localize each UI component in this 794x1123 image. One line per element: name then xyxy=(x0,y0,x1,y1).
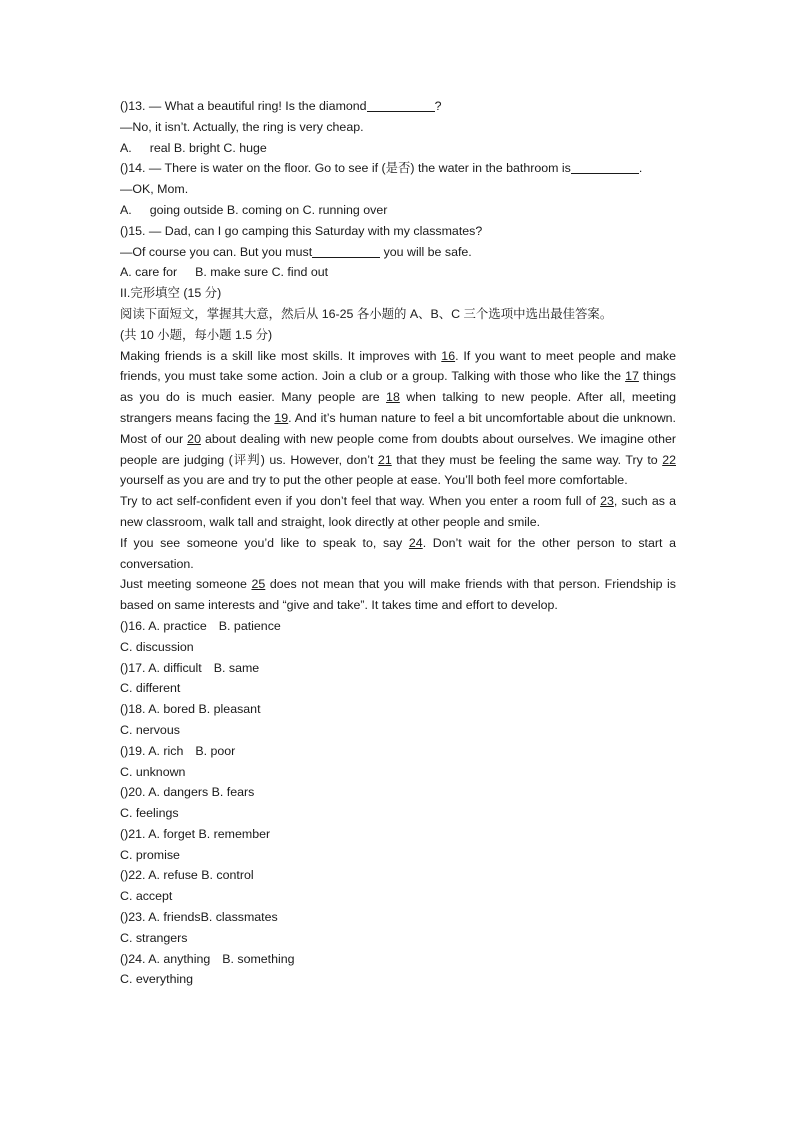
question-14-options: A. going outside B. coming on C. running over xyxy=(120,202,388,217)
question-16-line1: ()16. A. practice B. patience xyxy=(120,618,281,633)
question-14-stem: ()14. — There is water on the floor. Go to see if (是否) the water in the bathroom is . xyxy=(120,161,643,176)
question-20-line1: ()20. A. dangers B. fears xyxy=(120,785,255,800)
question-20-line2: C. feelings xyxy=(120,806,179,821)
question-21-line2: C. promise xyxy=(120,847,180,862)
blank-number: 17 xyxy=(625,369,639,384)
blank-number: 23 xyxy=(600,494,614,509)
section-instruction: 阅读下面短文，掌握其大意，然后从 16-25 各小题的 A、B、C 三个选项中选出最佳答案。 xyxy=(120,306,613,321)
section-instruction-note: (共 10 小题，每小题 1.5 分) xyxy=(120,327,273,342)
blank-number: 24 xyxy=(408,535,423,550)
question-15-stem: ()15. — Dad, can I go camping this Saturday with my classmates? xyxy=(120,223,483,238)
question-19-line2: C. unknown xyxy=(120,764,186,779)
blank-number: 25 xyxy=(251,577,266,592)
question-24-line2: C. everything xyxy=(120,972,194,987)
blank-number: 19 xyxy=(274,410,289,425)
passage-paragraph-3: If you see someone you’d like to speak to, say 24. Don’t wait for the other person to start a conversation. xyxy=(120,535,676,571)
question-18-line1: ()18. A. bored B. pleasant xyxy=(120,702,261,717)
question-17-line1: ()17. A. difficult B. same xyxy=(120,660,260,675)
question-24-line1: ()24. A. anything B. something xyxy=(120,951,295,966)
question-13-options: A. real B. bright C. huge xyxy=(120,140,267,155)
question-16-line2: C. discussion xyxy=(120,639,194,654)
question-23-line2: C. strangers xyxy=(120,930,188,945)
question-15-options: A. care for B. make sure C. find out xyxy=(120,265,329,280)
exam-page xyxy=(120,96,676,990)
passage-paragraph-4: Just meeting someone 25 does not mean that you will make friends with that person. Friendship is based on same interests and “give and take”. It takes time and effort to develop. xyxy=(120,577,676,613)
passage-paragraph-2: Try to act self-confident even if you don’t feel that way. When you enter a room full of 23, such as a new classroom, walk tall and straight, look directly at other people and smile. xyxy=(120,494,677,529)
question-23-line1: ()23. A. friendsB. classmates xyxy=(120,910,278,925)
blank-number: 20 xyxy=(187,431,201,446)
question-13-stem: ()13. — What a beautiful ring! Is the diamond ? xyxy=(120,99,442,113)
answer-blank[interactable] xyxy=(367,98,435,112)
blank-number: 18 xyxy=(386,390,400,405)
question-18-line2: C. nervous xyxy=(120,722,180,737)
question-21-line1: ()21. A. forget B. remember xyxy=(120,826,271,841)
blank-number: 22 xyxy=(662,452,676,467)
question-22-line2: C. accept xyxy=(120,889,173,904)
answer-blank[interactable] xyxy=(312,244,380,258)
blank-number: 16 xyxy=(441,348,456,363)
question-22-line1: ()22. A. refuse B. control xyxy=(120,868,254,883)
answer-blank[interactable] xyxy=(571,160,639,174)
passage-paragraph-1: Making friends is a skill like most skills. It improves with 16. If you want to meet people and make friends, you must take some action. Join a club or a group. Talking with those who like the 17 things as you do is much easier. Many people are 18 when talking to new people. After all, meeting strangers means facing the 19. And it’s human nature to feel a bit uncomfortable about die unknown. Most of our 20 about dealing with new people come from doubts about ourselves. We imagine other people are judging (评判) us. However, don’t 21 that they must be feeling the same way. Try to 22 yourself as you are and try to put the other people at ease. You’ll both feel more comfortable. xyxy=(120,348,676,488)
question-19-line1: ()19. A. rich B. poor xyxy=(120,743,236,758)
question-15-reply: —Of course you can. But you must you will be safe. xyxy=(120,244,472,259)
section-title: II.完形填空 (15 分) xyxy=(120,286,222,301)
question-14-reply: —OK, Mom. xyxy=(120,182,189,197)
blank-number: 21 xyxy=(377,452,392,467)
question-17-line2: C. different xyxy=(120,681,181,696)
question-13-reply: —No, it isn’t. Actually, the ring is very cheap. xyxy=(120,119,364,134)
